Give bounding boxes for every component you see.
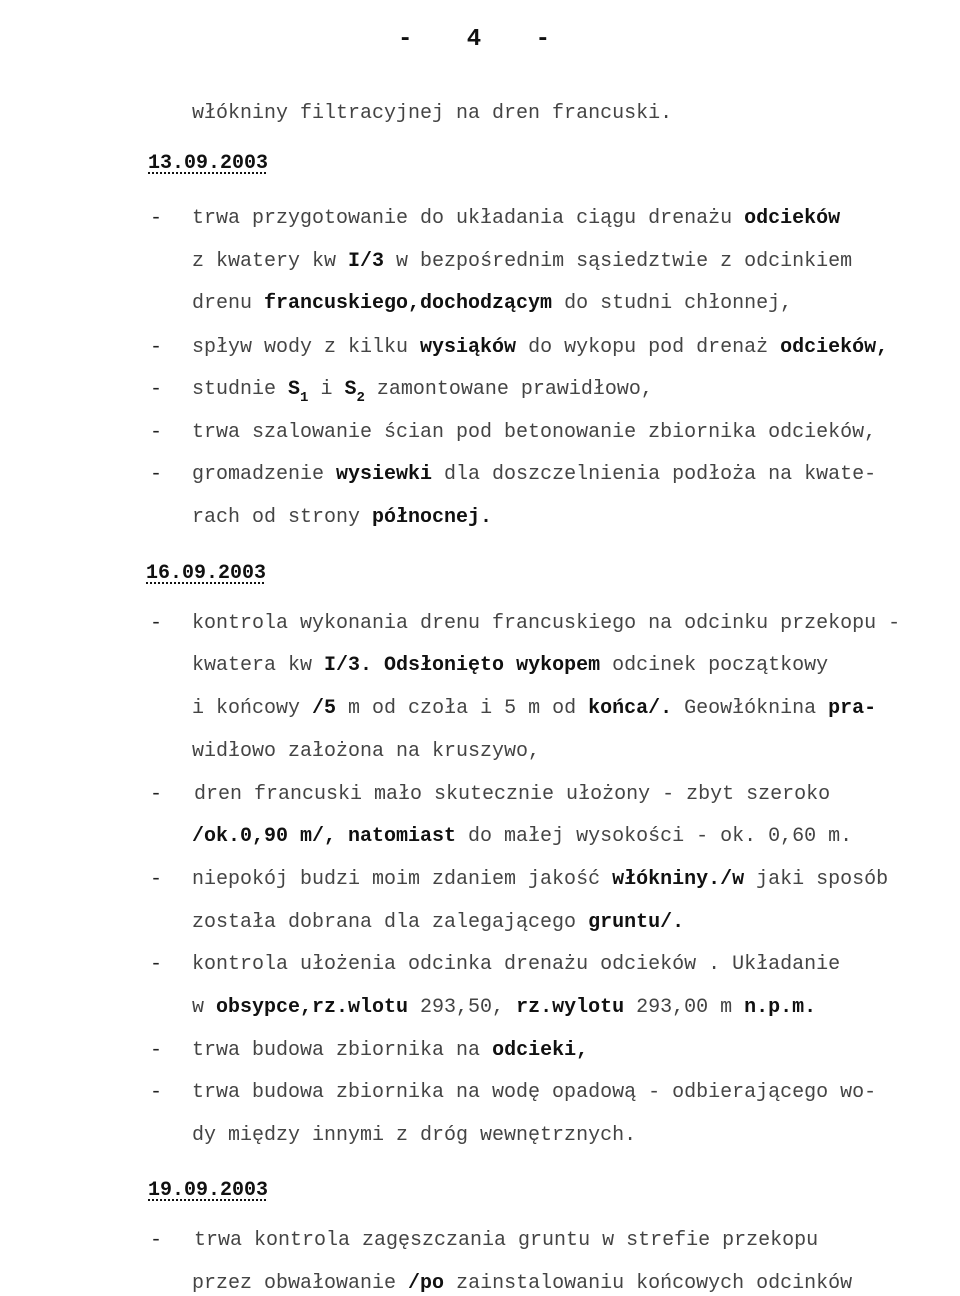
text: spływ wody z kilku <box>192 336 421 359</box>
bullet-dash: - <box>150 336 163 359</box>
text-line: kontrola wykonania drenu francuskiego na odcinku przekopu - <box>192 612 901 635</box>
text: studnie <box>192 378 289 401</box>
bullet-dash: - <box>150 1081 163 1104</box>
bold-text: n.p.m. <box>744 996 817 1019</box>
bold-text: rz.wylotu <box>516 996 625 1019</box>
text: i końcowy <box>192 697 313 720</box>
bold-text: odcieki, <box>492 1039 589 1062</box>
text: kwatera kw <box>192 654 325 677</box>
date-heading: 16.09.2003 <box>146 562 267 585</box>
bullet-dash: - <box>150 207 163 230</box>
text-line <box>192 654 828 678</box>
text-line: trwa kontrola zagęszczania gruntu w strefie przekopu <box>194 1229 819 1252</box>
subscript: 1 <box>300 390 309 406</box>
text-line <box>192 996 816 1020</box>
text: zamontowane prawidłowo, <box>364 378 653 401</box>
text: m od czoła i 5 m od <box>336 697 589 720</box>
bold-text: I/3 <box>348 250 385 273</box>
bold-text: /po <box>408 1272 445 1295</box>
text: niepokój budzi moim zdaniem jakość <box>192 868 613 891</box>
text: przez obwałowanie <box>192 1272 409 1295</box>
text-line <box>192 1039 588 1063</box>
bullet-dash: - <box>150 1039 163 1062</box>
text-line <box>192 911 684 935</box>
text: trwa przygotowanie do układania ciągu drenażu <box>192 207 745 230</box>
text-line <box>192 292 792 316</box>
text: rach od strony <box>192 506 373 529</box>
bold-text: końca/. <box>588 697 673 720</box>
text: do małej wysokości - ok. 0,60 m. <box>456 825 853 848</box>
bold-text: odcieków <box>744 207 841 230</box>
bold-text: /5 <box>312 697 337 720</box>
text: dla doszczelnienia podłoża na kwate- <box>432 463 877 486</box>
text-line <box>192 207 840 231</box>
bullet-dash: - <box>150 1229 163 1252</box>
text-line: widłowo założona na kruszywo, <box>192 740 541 763</box>
text: w bezpośrednim sąsiedztwie z odcinkiem <box>384 250 853 273</box>
bullet-dash: - <box>150 378 163 401</box>
bold-text: /ok.0,90 m/, natomiast <box>192 825 457 848</box>
text-line <box>192 868 888 892</box>
bold-text: francuskiego,dochodzącym <box>264 292 553 315</box>
text-line <box>192 102 672 126</box>
text-line: dren francuski mało skutecznie ułożony - zbyt szeroko <box>194 783 831 806</box>
text: 293,50, <box>408 996 517 1019</box>
text: Geowłóknina <box>672 697 829 720</box>
text-line: kontrola ułożenia odcinka drenażu odcieków . Układanie <box>192 953 841 976</box>
bullet-dash: - <box>150 421 163 444</box>
text: do studni chłonnej, <box>552 292 793 315</box>
bold-text: wysiewki <box>336 463 433 486</box>
date-heading: 13.09.2003 <box>148 152 269 175</box>
text: 293,00 m <box>624 996 745 1019</box>
text: jaki sposób <box>744 868 889 891</box>
bullet-dash: - <box>150 463 163 486</box>
bold-text: I/3. Odsłonięto wykopem <box>324 654 601 677</box>
bold-text: gruntu/. <box>588 911 685 934</box>
text: zainstalowaniu końcowych odcinków <box>444 1272 853 1295</box>
text-line <box>192 463 876 487</box>
text: i <box>308 378 345 401</box>
text: do wykopu pod drenaż <box>516 336 781 359</box>
text: włókniny filtracyjnej na dren francuski. <box>192 102 673 125</box>
text-line: dy między innymi z dróg wewnętrznych. <box>192 1124 637 1147</box>
well-label: S <box>288 378 301 401</box>
text: gromadzenie <box>192 463 337 486</box>
bullet-dash: - <box>150 953 163 976</box>
text-line <box>192 506 492 530</box>
well-label: S <box>344 378 357 401</box>
text-line <box>192 825 852 849</box>
bold-text: odcieków, <box>780 336 889 359</box>
page-number: - 4 - <box>398 26 551 53</box>
bold-text: pra- <box>828 697 877 720</box>
bullet-dash: - <box>150 783 163 806</box>
text: drenu <box>192 292 265 315</box>
subscript: 2 <box>356 390 365 406</box>
text-line <box>192 336 888 360</box>
text-line <box>192 250 852 274</box>
text: odcinek początkowy <box>600 654 829 677</box>
text: z kwatery kw <box>192 250 349 273</box>
bullet-dash: - <box>150 612 163 635</box>
text: trwa budowa zbiornika na <box>192 1039 493 1062</box>
date-heading: 19.09.2003 <box>148 1179 269 1202</box>
bold-text: włókniny./w <box>612 868 745 891</box>
text: została dobrana dla zalegającego <box>192 911 589 934</box>
text-line <box>192 1272 852 1296</box>
text-line <box>192 378 653 410</box>
bold-text: wysiąków <box>420 336 517 359</box>
bullet-dash: - <box>150 868 163 891</box>
bold-text: północnej. <box>372 506 493 529</box>
bold-text: obsypce,rz.wlotu <box>216 996 409 1019</box>
text: w <box>192 996 217 1019</box>
text-line <box>192 697 876 721</box>
text-line: trwa szalowanie ścian pod betonowanie zbiornika odcieków, <box>192 421 877 444</box>
text-line: trwa budowa zbiornika na wodę opadową - odbierającego wo- <box>192 1081 877 1104</box>
